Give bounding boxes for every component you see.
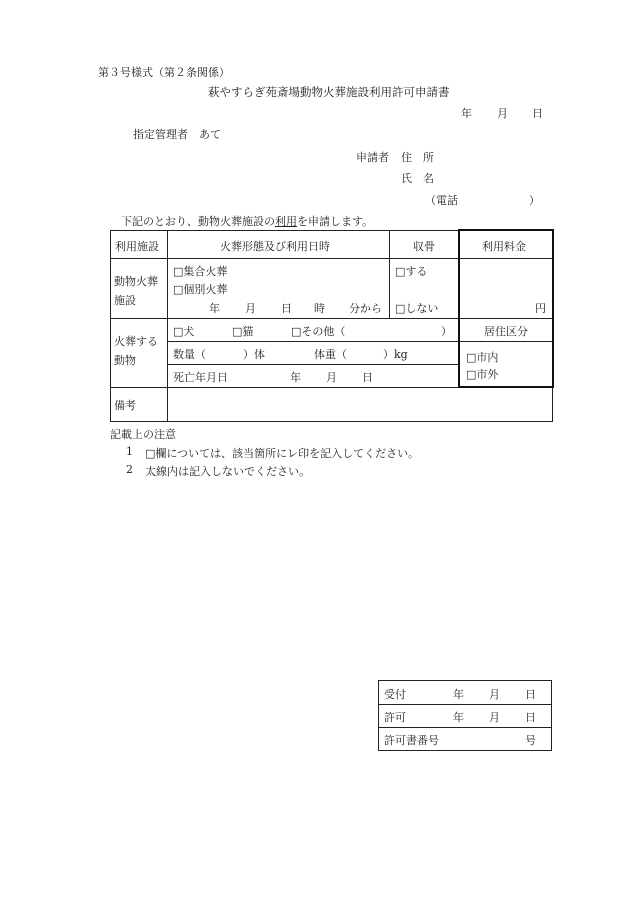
weight-unit: ）kg [383, 348, 408, 361]
other-checkbox[interactable]: □その他（ [291, 325, 346, 338]
phone-close: ） [529, 194, 540, 207]
intro-after: を申請します。 [297, 215, 374, 228]
remarks-label: 備考 [114, 399, 136, 412]
facility-name-2: 施設 [114, 294, 136, 307]
death-month: 月 [326, 371, 337, 384]
notes-heading: 記載上の注意 [110, 428, 176, 441]
intro-underlined: 利用 [275, 215, 297, 228]
datetime-hour: 時 [314, 302, 325, 315]
quantity-label: 数量（ [173, 348, 206, 361]
residence-head: 居住区分 [484, 325, 528, 338]
applicant-label: 申請者 [356, 151, 389, 164]
residence-outside-checkbox[interactable]: □市外 [466, 368, 499, 381]
permitted-month: 月 [489, 711, 500, 724]
option-group-cremation[interactable]: □集合火葬 [173, 265, 228, 278]
note-2-text: 太線内は記入しないでください。 [145, 465, 310, 478]
cat-checkbox[interactable]: □猫 [232, 325, 254, 338]
name-label: 氏 名 [401, 172, 434, 185]
permitted-label: 許可 [384, 711, 406, 724]
animal-label-2: 動物 [114, 354, 136, 367]
death-year: 年 [290, 371, 301, 384]
col-form: 火葬形態及び利用日時 [220, 240, 330, 253]
quantity-unit: ）体 [243, 348, 265, 361]
phone-label: （電話 [425, 194, 458, 207]
animal-label-1: 火葬する [114, 335, 158, 348]
date-month-label: 月 [497, 107, 508, 120]
intro-before: 下記のとおり、動物火葬施設の [121, 215, 275, 228]
received-year: 年 [453, 688, 464, 701]
note-1-number: 1 [126, 445, 133, 458]
intro-text [121, 213, 373, 229]
permitted-day: 日 [525, 711, 536, 724]
date-year-label: 年 [461, 107, 472, 120]
date-day-label: 日 [532, 107, 543, 120]
bones-no-checkbox[interactable]: □しない [395, 302, 439, 315]
dog-checkbox[interactable]: □犬 [173, 325, 195, 338]
note-1-text: □欄については、該当箇所にレ印を記入してください。 [145, 447, 420, 460]
col-bones: 収骨 [413, 240, 435, 253]
permit-number-unit: 号 [525, 734, 536, 747]
datetime-year: 年 [209, 302, 220, 315]
page-title: 萩やすらぎ苑斎場動物火葬施設利用許可申請書 [208, 85, 450, 99]
addressee: 指定管理者 あて [133, 128, 221, 141]
col-facility: 利用施設 [115, 240, 159, 253]
datetime-month: 月 [245, 302, 256, 315]
option-individual-cremation[interactable]: □個別火葬 [173, 283, 228, 296]
fee-unit: 円 [535, 302, 546, 315]
form-label: 第３号様式（第２条関係） [98, 66, 230, 79]
death-date-label: 死亡年月日 [173, 371, 228, 384]
received-day: 日 [525, 688, 536, 701]
address-label: 住 所 [401, 151, 434, 164]
death-day: 日 [362, 371, 373, 384]
other-close: ） [441, 325, 452, 338]
permit-number-label: 許可書番号 [384, 734, 439, 747]
permitted-year: 年 [453, 711, 464, 724]
col-fee: 利用料金 [482, 240, 526, 253]
received-label: 受付 [384, 688, 406, 701]
note-2-number: 2 [126, 463, 133, 476]
bones-yes-checkbox[interactable]: □する [395, 265, 428, 278]
facility-name-1: 動物火葬 [114, 275, 158, 288]
weight-label: 体重（ [314, 348, 347, 361]
residence-city-checkbox[interactable]: □市内 [466, 351, 499, 364]
datetime-minute: 分から [349, 302, 382, 315]
received-month: 月 [489, 688, 500, 701]
datetime-day: 日 [281, 302, 292, 315]
